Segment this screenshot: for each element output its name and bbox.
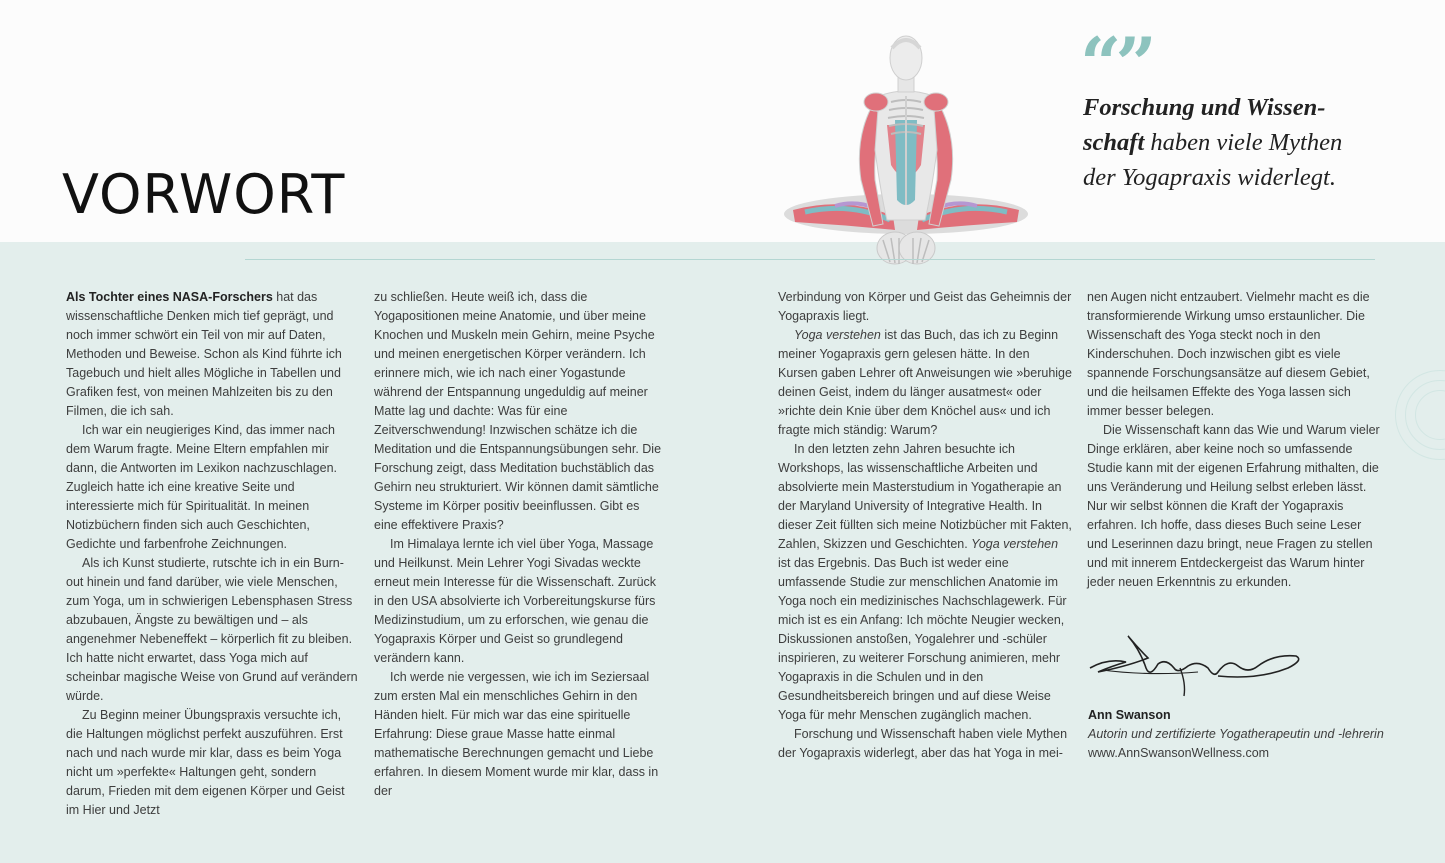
paragraph-text: ist das Ergebnis. Das Buch ist weder eine umfassende Studie zur menschlichen Anatomie im Yoga noch ein medizinisches Nachschlagewerk. Für mich ist es ein Anfang: Ich möchte Neugier wecken, Diskussionen anstoßen, Yogalehrer und -schüler inspirieren, zu weiterer Forschung animieren, mehr Yogapraxis in die Schulen und in den Gesundheitsbereich bringen und auf diese Weise Yoga für mehr Menschen zugänglich machen. — [778, 556, 1067, 722]
divider-line — [245, 259, 1375, 260]
signature-icon — [1088, 628, 1308, 698]
pull-quote-bold-2: schaft — [1083, 129, 1145, 156]
author-role: Autorin und zertifizierte Yogatherapeutin und -lehrerin — [1088, 727, 1384, 741]
paragraph: Als ich Kunst studierte, rutschte ich in ein Burn-out hinein und fand darüber, wie viele Menschen, zum Yoga, um in schwierigen Lebensphasen Stress abzubauen, Ängste zu bewältigen und – als angenehmer Nebeneffekt – körperlich fit zu bleiben. Ich hatte nicht erwartet, dass Yoga mich auf scheinbar magische Weise von Grund auf verändern würde. — [66, 556, 358, 703]
pull-quote-bold-1: Forschung und Wissen- — [1083, 94, 1326, 121]
paragraph — [66, 288, 358, 421]
book-title: Yoga verstehen — [971, 537, 1059, 551]
author-website[interactable]: www.AnnSwansonWellness.com — [1088, 746, 1270, 760]
paragraph: Verbindung von Körper und Geist das Geheimnis der Yogapraxis liegt. — [778, 290, 1072, 323]
book-title: Yoga verstehen — [794, 328, 881, 342]
paragraph: Im Himalaya lernte ich viel über Yoga, Massage und Heilkunst. Mein Lehrer Yogi Sivadas weckte erneut mein Interesse für die Wissenschaft. Zurück in den USA absolvierte ich Vorbereitungskurse fürs Medizinstudium, um zu erforschen, wie genau die Yogapraxis Körper und Geist so grundlegend verändern kann. — [374, 537, 657, 665]
paragraph: Ich war ein neugieriges Kind, das immer nach dem Warum fragte. Meine Eltern empfahlen mir dann, die Antworten im Lexikon nachzuschlagen. Zugleich hatte ich eine kreative Seite und interessierte mich für Spiritualität. In meinen Notizbüchern finden sich auch Geschichten, Gedichte und farbenfrohe Zeichnungen. — [66, 423, 338, 551]
paragraph: Forschung und Wissenschaft haben viele Mythen der Yogapraxis widerlegt, aber das hat Yoga in mei- — [778, 727, 1068, 760]
paragraph: Die Wissenschaft kann das Wie und Warum vieler Dinge erklären, aber keine noch so umfassende Studie kann mit der eigenen Erfahrung mithalten, die uns Veränderung und Heilung selbst erleben lässt. Nur wir selbst können die Kraft der Yogapraxis erfahren. Ich hoffe, dass dieses Buch seine Leser und Leserinnen dazu bringt, neue Fragen zu stellen und mit innerem Entdeckergeist das Warum hinter jeder neuen Erkenntnis zu erkunden. — [1087, 423, 1380, 589]
page-title: VORWORT — [62, 163, 346, 226]
paragraph: nen Augen nicht entzaubert. Vielmehr macht es die transformierende Wirkung umso erstaunlicher. Die Wissenschaft des Yoga steckt noch in den Kinderschuhen. Doch inzwischen gibt es viele spannende Forschungsansätze auf diesem Gebiet, und die heilsamen Effekte des Yoga lassen sich immer besser belegen. — [1087, 290, 1370, 418]
paragraph-text: In den letzten zehn Jahren besuchte ich Workshops, las wissenschaftliche Arbeiten und absolvierte mein Masterstudium in Yogatherapie an der Maryland University of Integrative Health. In dieser Zeit füllten sich meine Notizbücher mit Fakten, Zahlen, Skizzen und Geschichten. — [778, 442, 1072, 551]
paragraph-text: ist das Buch, das ich zu Beginn meiner Yogapraxis gern gelesen hätte. In den Kursen gaben Lehrer oft Anweisungen wie »beruhige deinen Geist, indem du länger ausatmest« oder »richte dein Knie über dem Knöchel aus« und ich fragte mich ständig: Warum? — [778, 328, 1072, 437]
paragraph: Zu Beginn meiner Übungspraxis versuchte ich, die Haltungen möglichst perfekt auszuführen. Erst nach und nach wurde mir klar, dass es beim Yoga nicht um »perfekte« Haltungen geht, sondern darum, Frieden mit dem eigenen Körper und Geist im Hier und Jetzt — [66, 708, 345, 817]
paragraph — [778, 440, 1072, 725]
author-name: Ann Swanson — [1088, 708, 1171, 722]
paragraph: Ich werde nie vergessen, wie ich im Seziersaal zum ersten Mal ein menschliches Gehirn in den Händen hielt. Für mich war das eine spirituelle Erfahrung: Diese graue Masse hatte einmal mathematische Berechnungen gemacht und Liebe erfahren. In diesem Moment wurde mir klar, dass in der — [374, 670, 659, 798]
quote-marks-icon: “” — [1080, 21, 1151, 106]
text-column-3 — [778, 288, 1072, 763]
text-column-4 — [1087, 288, 1381, 592]
paragraph-text: hat das wissenschaftliche Denken mich tief geprägt, und noch immer schwört ein Teil von mir auf Daten, Methoden und Beweise. Schon als Kind führte ich Tagebuch und hielt alles Mögliche in Tabellen und Grafiken fest, von meinen Mahlzeiten bis zu den Filmen, die ich sah. — [66, 290, 342, 418]
pull-quote-rest-2: der Yogapraxis widerlegt. — [1083, 164, 1336, 191]
yoga-anatomy-figure-icon — [775, 30, 1037, 275]
paragraph: zu schließen. Heute weiß ich, dass die Yogapositionen meine Anatomie, und über meine Knochen und Muskeln mein Gehirn, meine Psyche und meinen energetischen Körper verändern. Ich erinnere mich, wie ich nach einer Yogastunde während der Entspannung ungeduldig auf meiner Matte lag und dachte: Was für eine Zeitverschwendung! Inzwischen schätze ich die Meditation und die Entspannungsübungen sehr. Die Forschung zeigt, dass Meditation buchstäblich das Gehirn neu strukturiert. Wir können damit sämtliche Systeme im Körper positiv beeinflussen. Gibt es eine effektivere Praxis? — [374, 290, 662, 532]
text-column-1 — [66, 288, 358, 820]
lead-in: Als Tochter eines NASA-Forschers — [66, 290, 273, 304]
text-column-2 — [374, 288, 666, 801]
paragraph — [778, 326, 1072, 440]
pull-quote — [1083, 90, 1383, 195]
pull-quote-rest-1: haben viele Mythen — [1144, 129, 1343, 156]
